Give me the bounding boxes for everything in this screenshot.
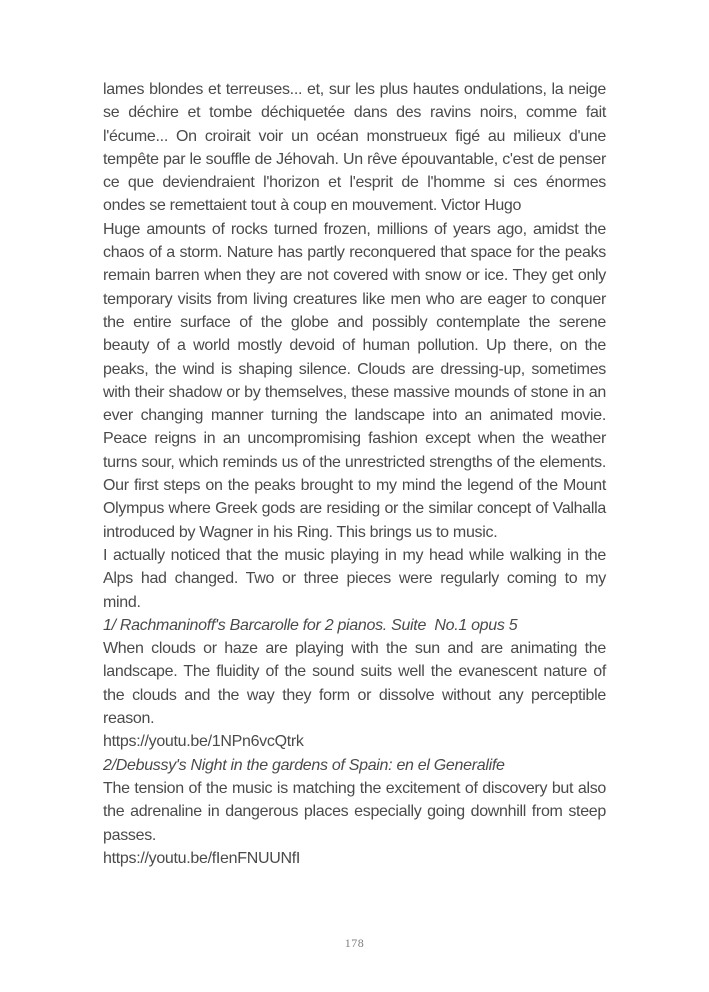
piece-2-youtube-link[interactable]: https://youtu.be/fIenFNUUNfI bbox=[103, 849, 301, 867]
page-text bbox=[103, 78, 606, 870]
page-number: 178 bbox=[344, 936, 365, 950]
piece-1-description-paragraph: When clouds or haze are playing with the sun and are animating the landscape. The fluidity of the sound suits well the evanescent nature of the clouds and the way they form or dissolve without any perceptible reason. bbox=[103, 640, 606, 728]
piece-1-title: 1/ Rachmaninoff's Barcarolle for 2 pianos. Suite No.1 opus 5 bbox=[103, 616, 518, 634]
piece-1-youtube-link[interactable]: https://youtu.be/1NPn6vcQtrk bbox=[103, 733, 304, 751]
piece-2-title: 2/Debussy's Night in the gardens of Spain: en el Generalife bbox=[103, 756, 505, 774]
peaks-description-paragraph: Huge amounts of rocks turned frozen, millions of years ago, amidst the chaos of a storm. Nature has partly reconquered that space for the peaks remain barren when they are not covered with snow or ice. They get only temporary visits from living creatures like men who are eager to conquer the entire surface of the globe and possibly contemplate the serene beauty of a world mostly devoid of human pollution. Up there, on the peaks, the wind is shaping silence. Clouds are dressing-up, sometimes with their shadow or by themselves, these massive mounds of stone in an ever changing manner turning the landscape into an animated movie. Peace reigns in an uncompromising fashion except when the weather turns sour, which reminds us of the unrestricted strengths of the elements. Our first steps on the peaks brought to my mind the legend of the Mount Olympus where Greek gods are residing or the similar concept of Valhalla introduced by Wagner in his Ring. This brings us to music. bbox=[103, 220, 606, 541]
piece-2-description-paragraph: The tension of the music is matching the excitement of discovery but also the adrenaline in dangerous places especially going downhill from steep passes. bbox=[103, 779, 606, 844]
music-intro-paragraph: I actually noticed that the music playing in my head while walking in the Alps had changed. Two or three pieces were regularly coming to my mind. bbox=[103, 546, 606, 611]
french-quote-paragraph: lames blondes et terreuses... et, sur les plus hautes ondulations, la neige se déchire et tombe déchiquetée dans des ravins noirs, comme fait l'écume... On croirait voir un océan monstrueux figé au milieux d'une tempête par le souffle de Jéhovah. Un rêve épouvantable, c'est de penser ce que deviendraient l'horizon et l'esprit de l'homme si ces énormes ondes se remettaient tout à coup en mouvement. Victor Hugo bbox=[103, 81, 606, 215]
